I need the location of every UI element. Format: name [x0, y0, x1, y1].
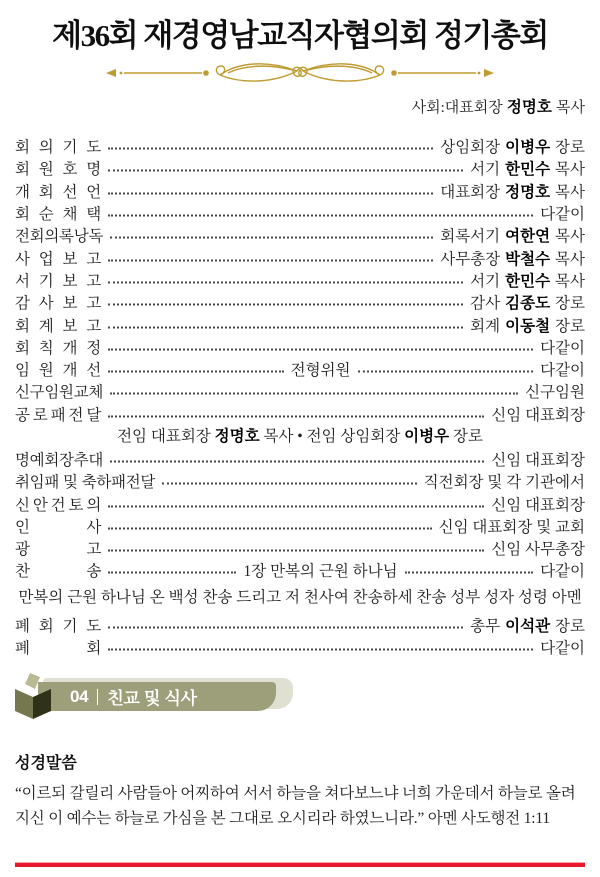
label-char: 사: [86, 518, 101, 536]
section-title: 친교 및 식사: [107, 689, 197, 709]
person-title: 목사: [555, 272, 585, 290]
agenda-right-text: 신임 대표회장 및 교회: [438, 518, 585, 536]
dotted-leader: [108, 215, 533, 217]
label-char: 회: [15, 161, 30, 179]
label-char: 보: [62, 272, 78, 290]
dotted-leader: [108, 626, 463, 628]
label-char: 택: [86, 206, 101, 224]
dotted-leader: [108, 649, 533, 651]
moderator-line: [15, 95, 585, 117]
agenda-right: [470, 614, 585, 636]
dotted-leader: [108, 415, 484, 417]
label-char: 기: [62, 617, 78, 635]
agenda-right-text: 다같이: [540, 339, 585, 357]
section-banner-bar: [38, 682, 276, 711]
agenda-item-label: [15, 559, 101, 581]
agenda-item-label: [15, 614, 101, 636]
label-char: 사: [15, 250, 30, 268]
section-number: 04: [70, 686, 89, 706]
agenda-item-label: 취임패 및 축하패전달: [15, 474, 156, 492]
dotted-leader: [108, 550, 484, 552]
agenda-item-label: [15, 403, 101, 425]
label-char: 칙: [38, 339, 54, 357]
note-text: 장로: [449, 427, 483, 445]
label-char: 명: [86, 161, 101, 179]
agenda-right: [424, 470, 585, 492]
label-char: 전: [68, 406, 84, 424]
person-name: 정명호: [214, 427, 260, 445]
dotted-leader: [358, 371, 534, 373]
label-char: 도: [86, 617, 101, 635]
label-char: 선: [62, 183, 78, 201]
agenda-row: [15, 537, 585, 559]
label-char: 로: [32, 406, 48, 424]
person-title: 장로: [555, 617, 585, 635]
moderator-label: 사회:대표회장: [411, 100, 503, 116]
flourish-divider-icon: [15, 58, 585, 90]
person-title: 목사: [555, 228, 585, 246]
person-name: 여한연: [505, 228, 551, 246]
agenda-item-label: [15, 358, 101, 380]
label-char: 신: [15, 496, 30, 514]
agenda-list: [15, 135, 585, 658]
label-char: 순: [38, 206, 54, 224]
agenda-item-label: [15, 537, 101, 559]
book-icon: [12, 672, 54, 720]
label-char: 광: [15, 541, 30, 559]
label-char: 서: [15, 272, 30, 290]
agenda-right: [540, 358, 585, 380]
dotted-leader: [108, 371, 284, 373]
agenda-right: [491, 403, 585, 425]
person-role: 사무총장: [440, 250, 501, 268]
agenda-right: [440, 247, 585, 269]
label-char: 회: [15, 317, 30, 335]
agenda-row: [15, 515, 585, 537]
agenda-row: [15, 336, 585, 358]
hymn-lyrics-line: 만복의 근원 하나님 온 백성 찬송 드리고 저 천사여 찬송하세 찬송 성부 성자 성령 아멘: [18, 588, 582, 606]
agenda-right: [540, 202, 585, 224]
agenda-item-label: [15, 636, 101, 658]
agenda-right: [525, 380, 585, 402]
person-role: 서기: [470, 161, 501, 179]
label-char: 기: [38, 272, 54, 290]
agenda-right-text: 다같이: [540, 206, 585, 224]
agenda-item-label: 전회의록낭독: [15, 228, 104, 246]
label-char: 공: [15, 406, 30, 424]
person-role: 회록서기: [440, 228, 501, 246]
section-separator: [97, 689, 98, 705]
agenda-right-text: 신임 대표회장: [491, 406, 585, 424]
person-name: 한민수: [505, 272, 551, 290]
agenda-right-text: 신임 대표회장: [491, 452, 585, 469]
agenda-row: [15, 135, 585, 157]
agenda-row: [15, 380, 585, 402]
label-char: 선: [86, 362, 101, 380]
agenda-right: [440, 224, 585, 246]
label-char: 채: [62, 206, 78, 224]
label-char: 고: [86, 295, 101, 313]
agenda-item-label: [15, 269, 101, 291]
agenda-row: [15, 180, 585, 202]
program-page: [0, 10, 600, 877]
dotted-leader: [108, 326, 463, 328]
agenda-mid-text: 1장 만복의 근원 하나님: [243, 563, 398, 581]
moderator-suffix: 목사: [556, 99, 585, 116]
section-banner: [15, 674, 325, 720]
dotted-leader: [405, 572, 533, 574]
label-char: 보: [62, 295, 78, 313]
agenda-right-text: 다같이: [540, 362, 586, 380]
agenda-right: [440, 180, 585, 202]
dotted-leader: [110, 393, 518, 395]
label-char: 회: [86, 640, 101, 658]
scripture-section: [15, 750, 585, 831]
person-name: 이병우: [404, 427, 450, 445]
agenda-right: [470, 291, 585, 313]
scripture-heading: 성경말씀: [15, 755, 77, 773]
agenda-right-text: 다같이: [540, 563, 585, 581]
agenda-item-label: [15, 493, 101, 515]
label-char: 토: [68, 496, 84, 514]
agenda-row: [15, 636, 585, 658]
person-role: 총무: [470, 617, 501, 635]
dotted-leader: [108, 259, 433, 261]
label-char: 보: [62, 250, 78, 268]
label-char: 회: [15, 206, 30, 224]
agenda-right: [470, 269, 585, 291]
agenda-row: [15, 246, 585, 268]
bottom-rule: [15, 862, 585, 867]
dotted-leader: [108, 527, 432, 529]
scripture-text: “이르되 갈릴리 사람들아 어찌하여 서서 하늘을 쳐다보느냐 너희 가운데서 하늘로 올려지신 이 예수는 하늘로 가심을 본 그대로 오시리라 하였느니라.” 아멘 사도행전 1:11: [15, 785, 576, 827]
page-title: 제36회 재경영남교직자협의회 정기총회: [52, 18, 548, 53]
label-char: 폐: [15, 617, 30, 635]
agenda-item-label: [15, 515, 101, 537]
person-role: 대표회장: [440, 183, 501, 201]
person-role: 감사: [470, 295, 501, 313]
label-char: 사: [38, 295, 54, 313]
agenda-item-label: 명예회장추대: [15, 452, 104, 469]
person-role: 서기: [470, 272, 501, 290]
agenda-right-text: 신임 사무총장: [491, 541, 585, 559]
agenda-row: [15, 358, 585, 380]
person-name: 이동철: [505, 317, 551, 335]
person-title: 장로: [555, 295, 585, 313]
label-char: 계: [38, 317, 54, 335]
agenda-row: [15, 470, 585, 492]
dotted-leader: [162, 483, 417, 485]
label-char: 개: [62, 362, 78, 380]
person-name: 이병우: [505, 139, 551, 157]
dotted-leader: [108, 348, 533, 350]
label-char: 회: [38, 617, 54, 635]
agenda-right: [491, 537, 585, 559]
label-char: 회: [15, 139, 30, 157]
person-name: 박철수: [505, 250, 551, 268]
agenda-item-label: [15, 336, 101, 358]
agenda-row: [15, 559, 585, 581]
former-officers-note: [15, 425, 585, 448]
label-char: 회: [38, 183, 54, 201]
agenda-row: [15, 492, 585, 514]
agenda-right: [491, 448, 585, 470]
dotted-leader: [108, 505, 484, 507]
label-char: 의: [86, 496, 101, 514]
label-char: 고: [86, 272, 101, 290]
agenda-right: [491, 493, 585, 515]
dotted-leader: [108, 304, 463, 306]
agenda-right: [540, 636, 585, 658]
agenda-row: [15, 157, 585, 179]
agenda-row: [15, 202, 585, 224]
label-char: 보: [62, 317, 78, 335]
person-title: 목사: [555, 161, 585, 179]
person-title: 목사: [555, 183, 585, 201]
agenda-right-text: 직전회장 및 각 기관에서: [423, 474, 585, 492]
label-char: 원: [38, 362, 54, 380]
person-role: 회계: [470, 317, 501, 335]
agenda-row: [15, 291, 585, 313]
agenda-row: [15, 313, 585, 335]
label-char: 안: [32, 496, 48, 514]
person-title: 장로: [555, 139, 585, 157]
agenda-right: [470, 157, 585, 179]
agenda-item-label: [15, 202, 101, 224]
agenda-item-label: [15, 291, 101, 313]
agenda-row: [15, 269, 585, 291]
label-char: 원: [38, 161, 54, 179]
dotted-leader: [108, 281, 463, 283]
label-char: 고: [86, 250, 101, 268]
agenda-item-label: [15, 247, 101, 269]
agenda-row: [15, 224, 585, 246]
label-char: 감: [15, 295, 30, 313]
label-char: 정: [86, 339, 101, 357]
label-char: 건: [50, 496, 66, 514]
label-char: 달: [86, 406, 101, 424]
agenda-right: [439, 515, 585, 537]
label-char: 기: [62, 139, 78, 157]
label-char: 회: [15, 339, 30, 357]
person-name: 이석관: [505, 617, 551, 635]
agenda-right: [540, 336, 585, 358]
agenda-right-text: 다같이: [540, 640, 585, 658]
agenda-item-label: [15, 135, 101, 157]
dotted-leader: [108, 572, 236, 574]
label-char: 고: [86, 317, 101, 335]
label-char: 임: [15, 362, 30, 380]
agenda-right-text: 신임 대표회장: [491, 496, 585, 514]
label-char: 찬: [15, 563, 30, 581]
dotted-leader: [110, 461, 484, 463]
person-name: 정명호: [505, 183, 551, 201]
label-char: 폐: [15, 640, 30, 658]
agenda-item-label: [15, 157, 101, 179]
agenda-mid-text: 전형위원: [290, 362, 351, 380]
agenda-item-label: 신구임원교체: [15, 384, 104, 402]
agenda-row: [15, 403, 585, 425]
person-role: 상임회장: [440, 139, 501, 157]
label-char: 도: [86, 139, 101, 157]
label-char: 의: [38, 139, 54, 157]
label-char: 업: [38, 250, 54, 268]
dotted-leader: [108, 148, 433, 150]
agenda-right-text: 신구임원: [525, 384, 585, 402]
label-char: 패: [50, 406, 66, 424]
dotted-leader: [108, 192, 433, 194]
person-name: 한민수: [505, 161, 551, 179]
person-title: 장로: [555, 317, 585, 335]
agenda-right: [440, 135, 585, 157]
dotted-leader: [108, 170, 463, 172]
label-char: 호: [62, 161, 78, 179]
note-text: 목사 • 전임 상임회장: [259, 427, 405, 445]
agenda-row: [15, 614, 585, 636]
label-char: 고: [86, 541, 101, 559]
dotted-leader: [110, 237, 433, 239]
agenda-right: [540, 559, 585, 581]
label-char: 언: [86, 183, 101, 201]
moderator-name: 정명호: [506, 99, 552, 116]
agenda-item-label: [15, 180, 101, 202]
label-char: 개: [62, 339, 78, 357]
person-name: 김종도: [505, 295, 551, 313]
person-title: 목사: [555, 250, 585, 268]
agenda-item-label: [15, 314, 101, 336]
label-char: 개: [15, 183, 30, 201]
label-char: 인: [15, 518, 30, 536]
agenda-right: [470, 314, 585, 336]
label-char: 송: [86, 563, 101, 581]
agenda-row: [15, 448, 585, 470]
note-text: 전임 대표회장: [117, 427, 215, 445]
